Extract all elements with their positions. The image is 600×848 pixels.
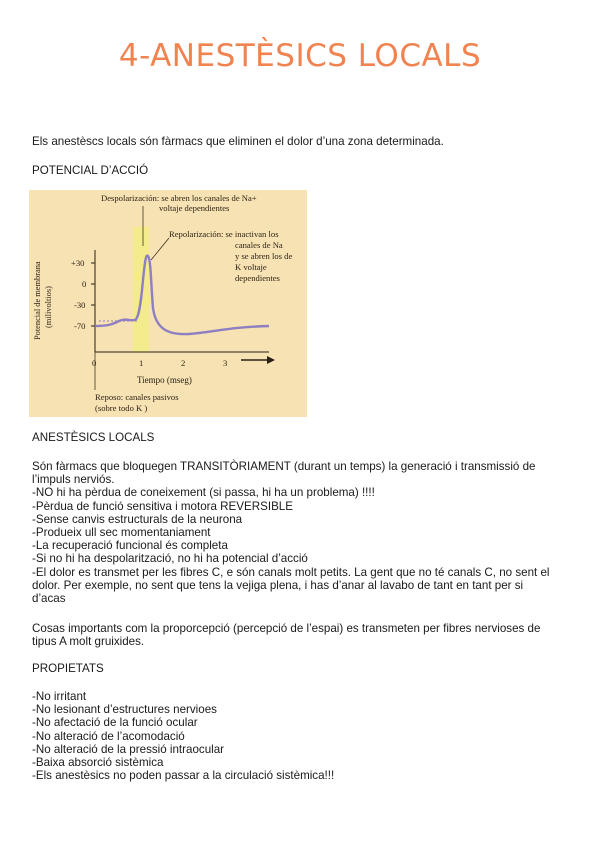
intro-paragraph [32, 135, 562, 148]
annotation-repol-4: K voltaje [235, 262, 267, 272]
ytick-label-neg30: -30 [74, 300, 86, 310]
annotation-repol-5: dependientes [235, 273, 280, 283]
xtick-label-0: 0 [92, 358, 97, 368]
annotation-repol-1: Repolarización: se inactivan los [169, 229, 279, 239]
list-item: -No irritant [32, 690, 87, 703]
intro-text: Els anestèscs locals són fàrmacs que eliminen el dolor d’una zona determinada. [32, 135, 444, 148]
list-item: -Els anestèsics no poden passar a la circulació sistèmica!!! [32, 769, 335, 783]
action-potential-figure [29, 190, 307, 417]
section-heading-anestesics [32, 431, 562, 444]
y-axis-label-2: (milivoltios) [44, 286, 53, 328]
heading-anestesics-text: ANESTÈSICS LOCALS [32, 431, 155, 444]
proprioception-paragraph [32, 622, 562, 648]
annotation-repol-2: canales de Na [235, 240, 283, 250]
xtick-label-3: 3 [223, 358, 228, 368]
list-item: -No alteració de l’acomodació [32, 729, 185, 743]
proprioception-line-1: Cosas importants com la proporcepció (percepció de l’espai) es transmeten per fibres nervioses de [32, 622, 541, 635]
section2-intro-line-2: l’impuls nerviós. [32, 473, 115, 487]
ytick-label-neg70: -70 [74, 321, 86, 331]
section3-list [32, 690, 562, 782]
repol-leader-line [151, 238, 169, 260]
list-item: -No lesionant d’estructures nervioes [32, 703, 217, 717]
x-axis-label: Tiempo (mseg) [137, 375, 192, 385]
list-item: -No alteració de la pressió intraocular [32, 742, 225, 756]
annotation-repol-3: y se abren los de [235, 251, 293, 261]
list-item: -Baixa absorció sistèmica [32, 756, 164, 770]
xtick-label-2: 2 [181, 358, 186, 368]
time-arrow-icon [267, 356, 275, 364]
list-item: -Sense canvis estructurals de la neurona [32, 512, 243, 526]
list-item: -NO hi ha pèrdua de coneixement (si passa, hi ha un problema) !!!! [32, 486, 375, 500]
action-potential-graph [29, 190, 307, 417]
xtick-label-1: 1 [139, 358, 144, 368]
y-axis-label-1: Potencial de membrana [33, 261, 42, 340]
list-item: -Pèrdua de funció sensitiva i motora REVERSIBLE [32, 499, 293, 513]
section-heading-propietats [32, 662, 562, 675]
annotation-depol-2: voltaje dependientes [159, 203, 230, 213]
proprioception-line-2: tipus A molt gruixides. [32, 635, 145, 649]
ytick-label-30: +30 [71, 258, 85, 268]
section2-body [32, 460, 562, 605]
heading-potencial-text: POTENCIAL D’ACCIÓ [32, 164, 149, 177]
annotation-rest-1: Reposo: canales pasivos [95, 392, 179, 402]
list-item: -No afectació de la funció ocular [32, 716, 198, 730]
list-item-dolor-line-3: d’acas [32, 592, 66, 606]
section-heading-potencial [32, 164, 562, 177]
heading-propietats-text: PROPIETATS [32, 662, 104, 675]
list-item-dolor-line-2: dolor. Per exemple, no sent que tens la vejiga plena, i has d’anar al lavabo de tant en tant per si [32, 578, 524, 592]
annotation-depol: Despolarización: se abren los canales de Na+ [101, 193, 257, 203]
list-item: -Produeix ull sec momentaniament [32, 526, 211, 540]
list-item: -La recuperació funcional és completa [32, 539, 228, 553]
list-item: -Si no hi ha despolarització, no hi ha potencial d’acció [32, 552, 308, 566]
ytick-label-0: 0 [82, 279, 87, 289]
section2-intro-line-1: Són fàrmacs que bloquegen TRANSITÒRIAMENT (durant un temps) la generació i transmissió de [32, 460, 536, 473]
annotation-rest-2: (sobre todo K ) [95, 403, 148, 413]
list-item-dolor-line-1: -El dolor es transmet per les fibres C, e són canals molt petits. La gent que no té canals C, no sent el [32, 565, 550, 579]
page-title: 4-ANESTÈSICS LOCALS [118, 38, 482, 74]
